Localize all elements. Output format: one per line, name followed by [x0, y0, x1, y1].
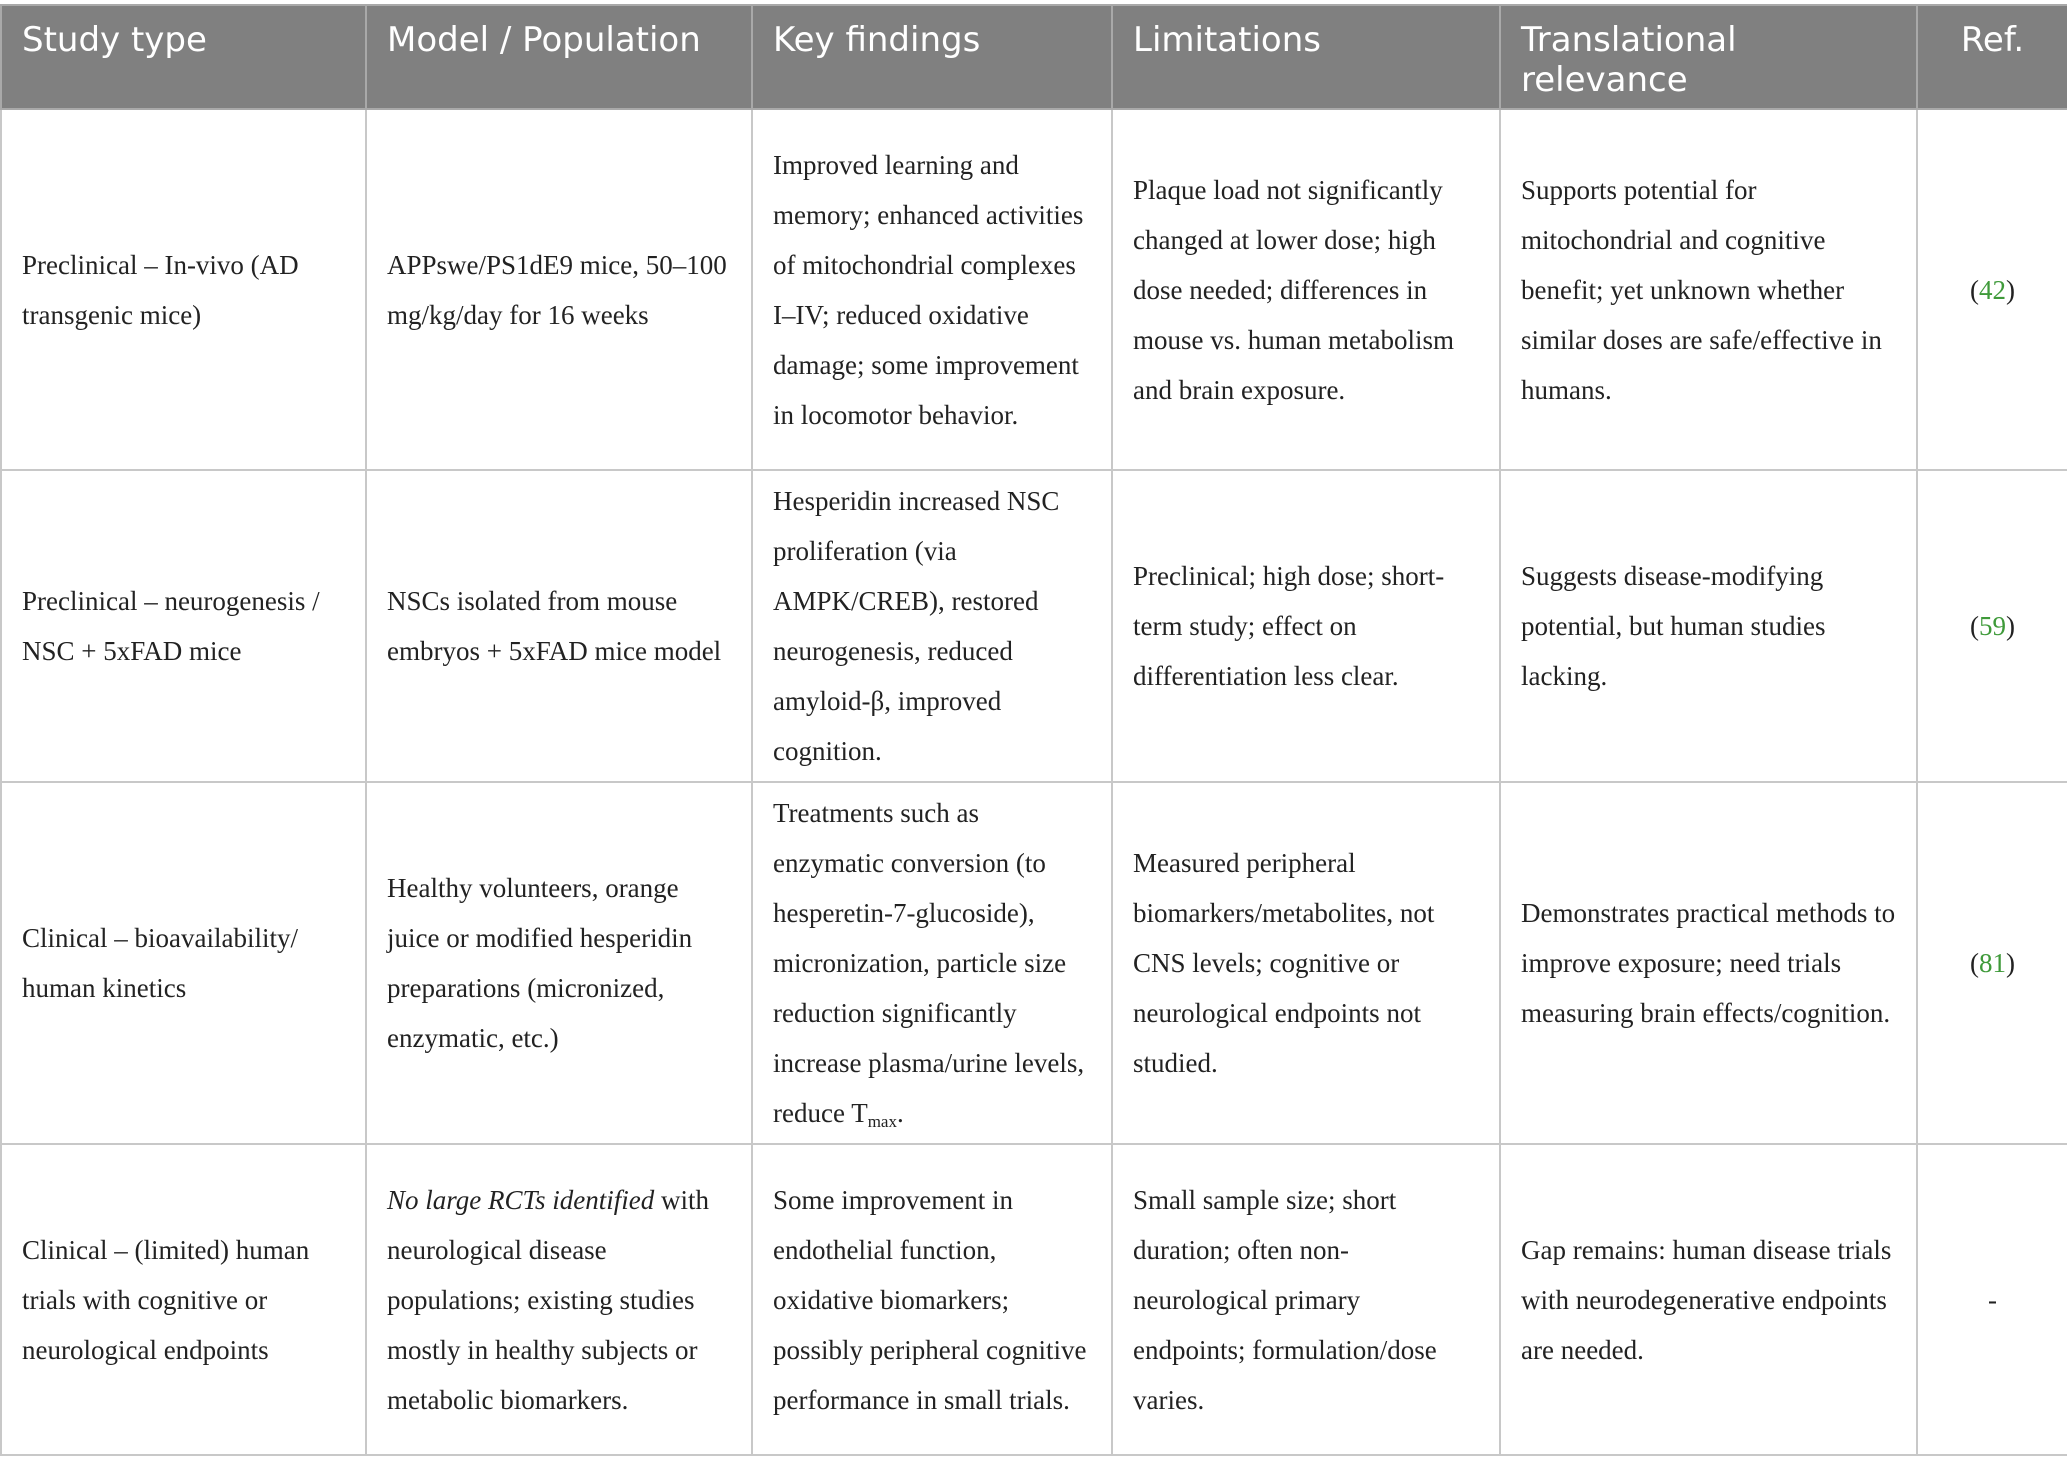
cell-relevance: Suggests disease-modifying potential, but human studies lacking. [1500, 470, 1917, 782]
cell-model: Healthy volunteers, orange juice or modified hesperidin preparations (micronized, enzymatic, etc.) [366, 782, 752, 1144]
ref-link[interactable]: 42 [1979, 274, 2006, 305]
header-row [1, 5, 2067, 109]
findings-text: Treatments such as enzymatic conversion (to hesperetin-7-glucoside), micronization, particle size reduction significantly increase plasma/urine levels, reduce T [773, 798, 1085, 1128]
cell-relevance: Supports potential for mitochondrial and cognitive benefit; yet unknown whether similar doses are safe/effective in humans. [1500, 109, 1917, 470]
cell-limitations: Measured peripheral biomarkers/metabolites, not CNS levels; cognitive or neurological endpoints not studied. [1112, 782, 1500, 1144]
cell-findings: Hesperidin increased NSC proliferation (via AMPK/CREB), restored neurogenesis, reduced amyloid-β, improved cognition. [752, 470, 1112, 782]
study-table [0, 4, 2067, 1456]
ref-paren: ( [1970, 274, 1979, 305]
ref-paren: ( [1970, 948, 1979, 978]
ref-paren: ) [2006, 948, 2015, 978]
model-italic: No large RCTs identified [387, 1184, 655, 1215]
header-model: Model / Population [366, 5, 752, 109]
cell-relevance: Gap remains: human disease trials with neurodegenerative endpoints are needed. [1500, 1144, 1917, 1455]
header-findings: Key findings [752, 5, 1112, 109]
ref-link[interactable]: 59 [1979, 611, 2006, 641]
table-row [1, 470, 2067, 782]
cell-ref: - [1917, 1144, 2067, 1455]
table-row [1, 782, 2067, 1144]
cell-ref [1917, 109, 2067, 470]
header-relevance: Translational relevance [1500, 5, 1917, 109]
cell-limitations: Small sample size; short duration; often non-neurological primary endpoints; formulation/dose varies. [1112, 1144, 1500, 1455]
header-ref: Ref. [1917, 5, 2067, 109]
cell-study-type: Clinical – bioavailability/ human kinetics [1, 782, 366, 1144]
cell-findings: Improved learning and memory; enhanced activities of mitochondrial complexes I–IV; reduced oxidative damage; some improvement in locomotor behavior. [752, 109, 1112, 470]
subscript: max [867, 1112, 897, 1131]
cell-ref [1917, 470, 2067, 782]
cell-ref [1917, 782, 2067, 1144]
header-study-type: Study type [1, 5, 366, 109]
cell-model [366, 1144, 752, 1455]
cell-relevance: Demonstrates practical methods to improve exposure; need trials measuring brain effects/cognition. [1500, 782, 1917, 1144]
cell-limitations: Plaque load not significantly changed at lower dose; high dose needed; differences in mouse vs. human metabolism and brain exposure. [1112, 109, 1500, 470]
ref-link[interactable]: 81 [1979, 948, 2006, 978]
table-row [1, 1144, 2067, 1455]
cell-model: NSCs isolated from mouse embryos + 5xFAD mice model [366, 470, 752, 782]
ref-paren: ) [2006, 274, 2015, 305]
cell-limitations: Preclinical; high dose; short-term study; effect on differentiation less clear. [1112, 470, 1500, 782]
cell-model: APPswe/PS1dE9 mice, 50–100 mg/kg/day for 16 weeks [366, 109, 752, 470]
header-limitations: Limitations [1112, 5, 1500, 109]
cell-study-type: Preclinical – neurogenesis / NSC + 5xFAD mice [1, 470, 366, 782]
cell-study-type: Clinical – (limited) human trials with cognitive or neurological endpoints [1, 1144, 366, 1455]
table-row [1, 109, 2067, 470]
cell-findings [752, 782, 1112, 1144]
cell-study-type: Preclinical – In-vivo (AD transgenic mice) [1, 109, 366, 470]
cell-findings: Some improvement in endothelial function, oxidative biomarkers; possibly peripheral cognitive performance in small trials. [752, 1144, 1112, 1455]
model-text: with neurological disease populations; existing studies mostly in healthy subjects or metabolic biomarkers. [387, 1184, 710, 1415]
ref-paren: ) [2006, 611, 2015, 641]
ref-paren: ( [1970, 611, 1979, 641]
findings-end: . [896, 1098, 904, 1128]
